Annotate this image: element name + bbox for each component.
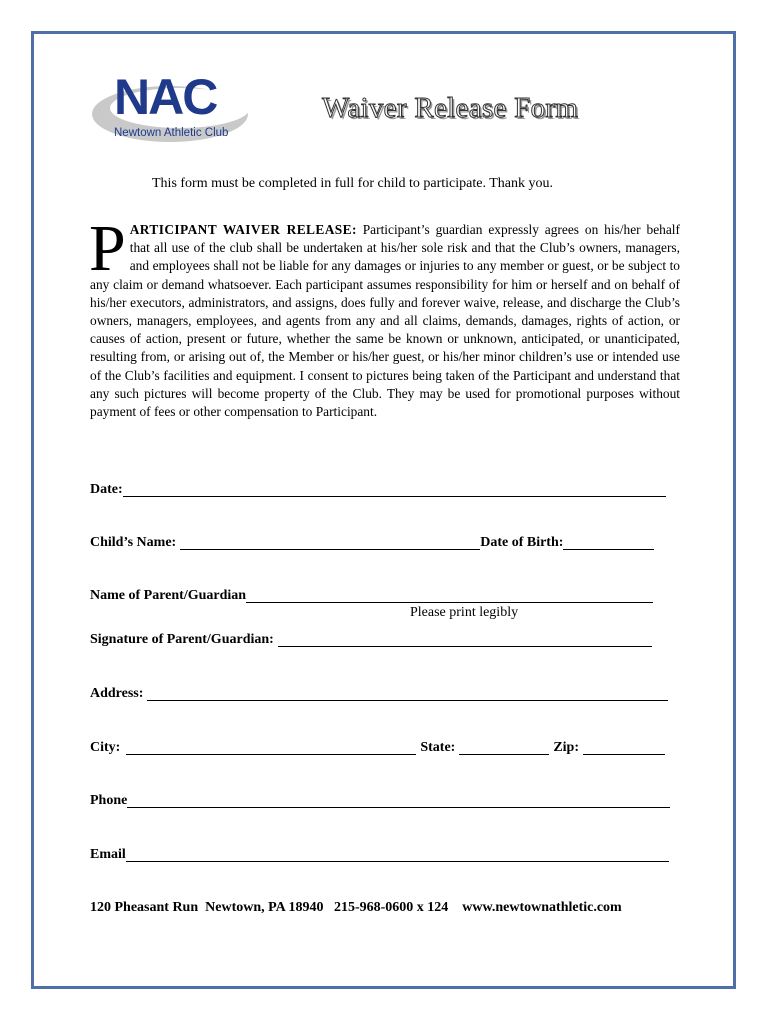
page-title: Waiver Release Form <box>322 92 579 124</box>
child-name-input-line[interactable] <box>180 535 480 550</box>
nac-logo <box>90 64 270 148</box>
address-label: Address: <box>90 686 144 701</box>
state-label: State: <box>420 740 456 755</box>
parent-name-input-line[interactable] <box>246 588 653 603</box>
parent-name-field <box>90 588 653 604</box>
signature-field <box>90 632 652 648</box>
phone-field <box>90 793 670 809</box>
dob-input-line[interactable] <box>563 535 654 550</box>
email-input-line[interactable] <box>126 847 669 862</box>
signature-label: Signature of Parent/Guardian: <box>90 632 274 647</box>
child-name-field <box>90 535 654 551</box>
city-state-zip-field <box>90 740 665 756</box>
form-instruction: This form must be completed in full for child to participate. Thank you. <box>152 176 553 191</box>
child-name-label: Child’s Name: <box>90 535 177 550</box>
date-input-line[interactable] <box>123 482 666 497</box>
city-input-line[interactable] <box>126 740 416 755</box>
dropcap-letter: P <box>89 212 126 285</box>
zip-input-line[interactable] <box>583 740 665 755</box>
signature-input-line[interactable] <box>278 632 652 647</box>
address-input-line[interactable] <box>147 686 668 701</box>
dob-label: Date of Birth: <box>480 535 564 550</box>
parent-name-label: Name of Parent/Guardian <box>90 588 247 603</box>
logo-tagline: Newtown Athletic Club <box>114 127 229 139</box>
waiver-text: Participant’s guardian expressly agrees on his/her behalf that all use of the club shall be undertaken at his/her sole risk and that the Club’s owners, managers, and employees shall not be liable for any damages or injuries to any member or guest, or be subject to any claim or demand whatsoever. Each participant assumes responsibility for him or herself and on behalf of his/her executors, administrators, and assigns, does fully and forever waive, release, and discharge the Club’s owners, managers, employees, and agents from any and all claims, demands, damages, rights of action, or causes of action, present or future, whether the same be known or unknown, anticipated, or unanticipated, resulting from, or arising out of, the Member or his/her guest, or his/her minor children’s use or intended use of the Club’s facilities and equipment. I consent to pictures being taken of the Participant and understand that any such pictures will become property of the Club. They may be used for promotional purposes without payment of fees or other compensation to Participant. <box>90 222 680 420</box>
date-label: Date: <box>90 482 123 497</box>
club-contact-footer: 120 Pheasant Run Newtown, PA 18940 215-968-0600 x 124 www.newtownathletic.com <box>90 900 622 915</box>
city-label: City: <box>90 740 121 755</box>
waiver-paragraph <box>89 212 680 421</box>
page-border <box>31 31 736 989</box>
phone-label: Phone <box>90 793 128 808</box>
state-input-line[interactable] <box>459 740 549 755</box>
zip-label: Zip: <box>553 740 580 755</box>
email-field <box>90 847 669 863</box>
print-legibly-note: Please print legibly <box>410 605 519 620</box>
address-field <box>90 686 668 702</box>
email-label: Email <box>90 847 126 862</box>
date-field <box>90 482 666 498</box>
phone-input-line[interactable] <box>127 793 670 808</box>
waiver-heading: ARTICIPANT WAIVER RELEASE: <box>129 222 357 237</box>
logo-letters: NAC <box>114 69 217 125</box>
